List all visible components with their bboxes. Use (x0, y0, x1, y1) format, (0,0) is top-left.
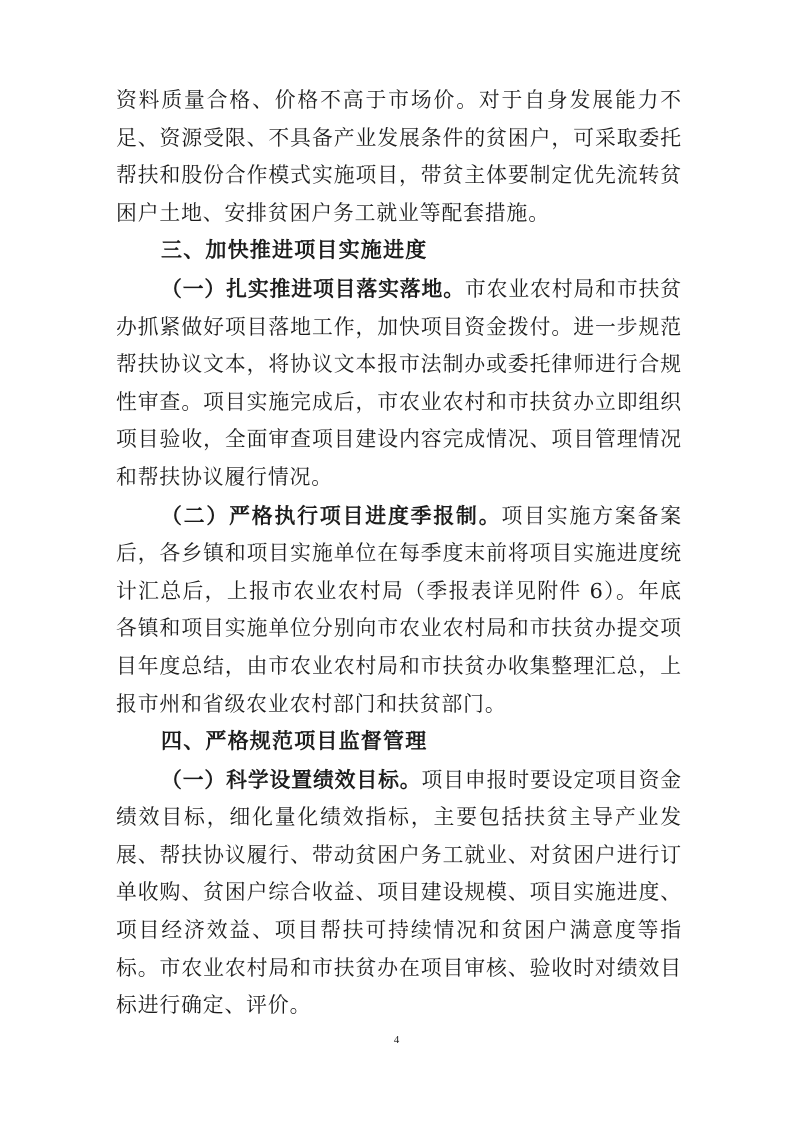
page-number: 4 (393, 1034, 400, 1046)
paragraph-3-2 (116, 497, 682, 724)
paragraph-3-2-body: 项目实施方案备案后，各乡镇和项目实施单位在每季度末前将项目实施进度统计汇总后，上报市农业农村局（季报表详见附件 6）。年底各镇和项目实施单位分别向市农业农村局和市扶贫办提交项目年度总结，由市农业农村局和市扶贫办收集整理汇总，上报市州和省级农业农村部门和扶贫部门。 (116, 503, 683, 716)
section-heading-4: 四、严格规范项目监督管理 (161, 729, 428, 754)
paragraph-continuation: 资料质量合格、价格不高于市场价。对于自身发展能力不足、资源受限、不具备产业发展条件的贫困户，可采取委托帮扶和股份合作模式实施项目，带贫主体要制定优先流转贫困户土地、安排贫困户务工就业等配套措施。 (116, 88, 682, 225)
section-heading-3: 三、加快推进项目实施进度 (161, 238, 428, 263)
subheading-3-1: （一）扎实推进项目落实落地。 (161, 275, 465, 301)
document-body (116, 82, 682, 1025)
paragraph-4-1 (116, 761, 682, 1025)
paragraph-3-1-body: 市农业农村局和市扶贫办抓紧做好项目落地工作，加快项目资金拨付。进一步规范帮扶协议文本，将协议文本报市法制办或委托律师进行合规性审查。项目实施完成后，市农业农村和市扶贫办立即组织项目验收，全面审查项目建设内容完成情况、项目管理情况和帮扶协议履行情况。 (116, 276, 682, 489)
paragraph-3-1 (116, 270, 682, 497)
paragraph-4-1-body: 项目申报时要设定项目资金绩效目标，细化量化绩效指标，主要包括扶贫主导产业发展、帮扶协议履行、带动贫困户务工就业、对贫困户进行订单收购、贫困户综合收益、项目建设规模、项目实施进度、项目经济效益、项目帮扶可持续情况和贫困户满意度等指标。市农业农村局和市扶贫办在项目审核、验收时对绩效目标进行确定、评价。 (116, 767, 682, 1018)
subheading-4-1: （一）科学设置绩效目标。 (161, 766, 422, 792)
subheading-3-2: （二）严格执行项目进度季报制。 (161, 502, 502, 528)
